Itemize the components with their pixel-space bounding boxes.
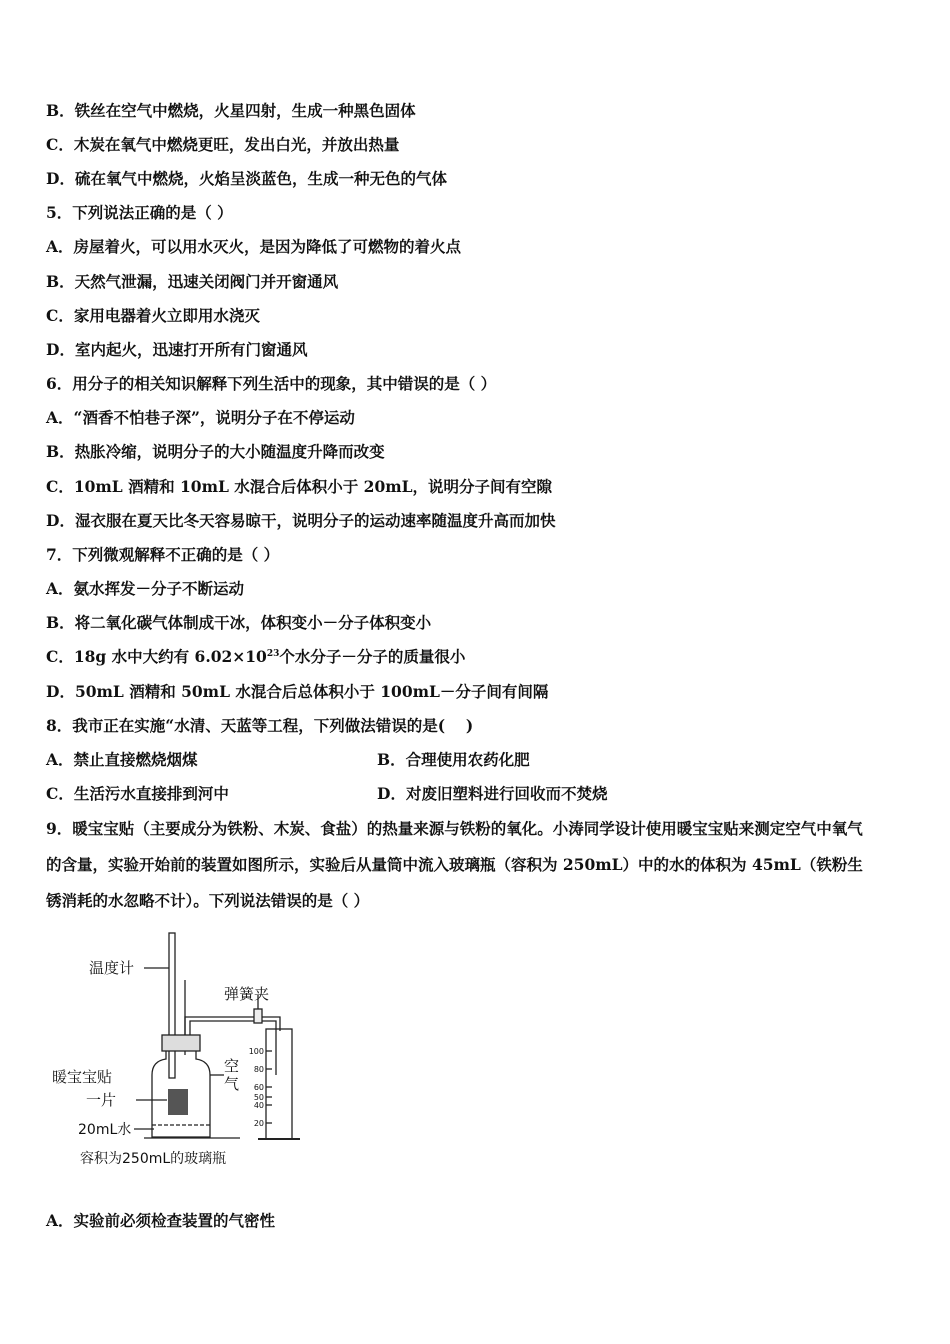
line-q7c [46, 647, 465, 667]
stopper [162, 1035, 200, 1051]
line-q6c: C．10mL 酒精和 10mL 水混合后体积小于 20mL，说明分子间有空隙 [46, 477, 553, 496]
question-8: 8．我市正在实施“水清、天蓝等工程，下列做法错误的是( ) [46, 716, 474, 735]
line-q4d: D．硫在氧气中燃烧，火焰呈淡蓝色，生成一种无色的气体 [46, 169, 447, 188]
question-9 [46, 811, 908, 919]
cylinder-tick-label: 40 [253, 1101, 264, 1110]
line-q5b: B．天然气泄漏，迅速关闭阀门并开窗通风 [46, 272, 339, 291]
label-thermometer: 温度计 [89, 959, 135, 977]
label-air-2: 气 [224, 1075, 240, 1093]
line-q6b: B．热胀冷缩，说明分子的大小随温度升降而改变 [46, 442, 385, 461]
q9-line-3: 锈消耗的水忽略不计）。下列说法错误的是（ ） [46, 891, 370, 910]
question-7: 7．下列微观解释不正确的是（ ） [46, 545, 280, 564]
line-q5a: A．房屋着火，可以用水灭火，是因为降低了可燃物的着火点 [46, 237, 462, 256]
label-water: 20mL水 [78, 1122, 132, 1138]
line-q7d: D．50mL 酒精和 50mL 水混合后总体积小于 100mL－分子间有间隔 [46, 682, 549, 701]
line-q5d: D．室内起火，迅速打开所有门窗通风 [46, 340, 308, 359]
cylinder-tick-label: 60 [253, 1083, 264, 1092]
line-q8a: A．禁止直接燃烧烟煤 [46, 750, 198, 769]
line-q7a: A．氨水挥发－分子不断运动 [46, 579, 245, 598]
question-6: 6．用分子的相关知识解释下列生活中的现象，其中错误的是（ ） [46, 374, 497, 393]
cylinder-tick-label: 50 [253, 1093, 264, 1102]
q7c-prefix: C．18g 水中大约有 6.02×10 [46, 647, 267, 666]
label-bottle: 容积为250mL的玻璃瓶 [80, 1151, 227, 1167]
line-q8b: B．合理使用农药化肥 [377, 750, 530, 769]
label-spring-clamp: 弹簧夹 [224, 985, 270, 1003]
line-q4b: B．铁丝在空气中燃烧，火星四射，生成一种黑色固体 [46, 101, 416, 120]
line-q6a: A．“酒香不怕巷子深”，说明分子在不停运动 [46, 408, 355, 427]
q7c-exponent: 23 [266, 648, 280, 659]
question-5: 5．下列说法正确的是（ ） [46, 203, 233, 222]
cylinder-tick-label: 20 [253, 1119, 264, 1128]
label-air-1: 空 [224, 1057, 240, 1075]
q9-line-1: 9．暖宝宝贴（主要成分为铁粉、木炭、食盐）的热量来源与铁粉的氧化。小涛同学设计使用暖宝宝贴来测定空气中氧气 [46, 819, 863, 838]
line-q4c: C．木炭在氧气中燃烧更旺，发出白光，并放出热量 [46, 135, 400, 154]
spring-clamp [254, 1009, 262, 1023]
cylinder-tick-label: 80 [253, 1065, 264, 1074]
apparatus-figure [44, 925, 314, 1175]
line-q8d: D．对废旧塑料进行回收而不焚烧 [377, 784, 608, 803]
line-q7b: B．将二氧化碳气体制成干冰，体积变小－分子体积变小 [46, 613, 432, 632]
label-pad-2: 一片 [86, 1091, 117, 1109]
line-q5c: C．家用电器着火立即用水浇灭 [46, 306, 260, 325]
q7c-suffix: 个水分子－分子的质量很小 [279, 647, 466, 666]
cylinder-tick-label: 100 [248, 1047, 264, 1056]
thermometer [169, 933, 175, 1078]
label-pad-1: 暖宝宝贴 [52, 1068, 113, 1086]
line-q6d: D．湿衣服在夏天比冬天容易晾干，说明分子的运动速率随温度升高而加快 [46, 511, 556, 530]
hand-warmer-pad [168, 1089, 188, 1115]
line-q9a: A．实验前必须检查装置的气密性 [46, 1211, 276, 1230]
q9-line-2: 的含量，实验开始前的装置如图所示，实验后从量筒中流入玻璃瓶（容积为 250mL）中的水的体积为 45mL（铁粉生 [46, 855, 863, 874]
line-q8c: C．生活污水直接排到河中 [46, 784, 229, 803]
